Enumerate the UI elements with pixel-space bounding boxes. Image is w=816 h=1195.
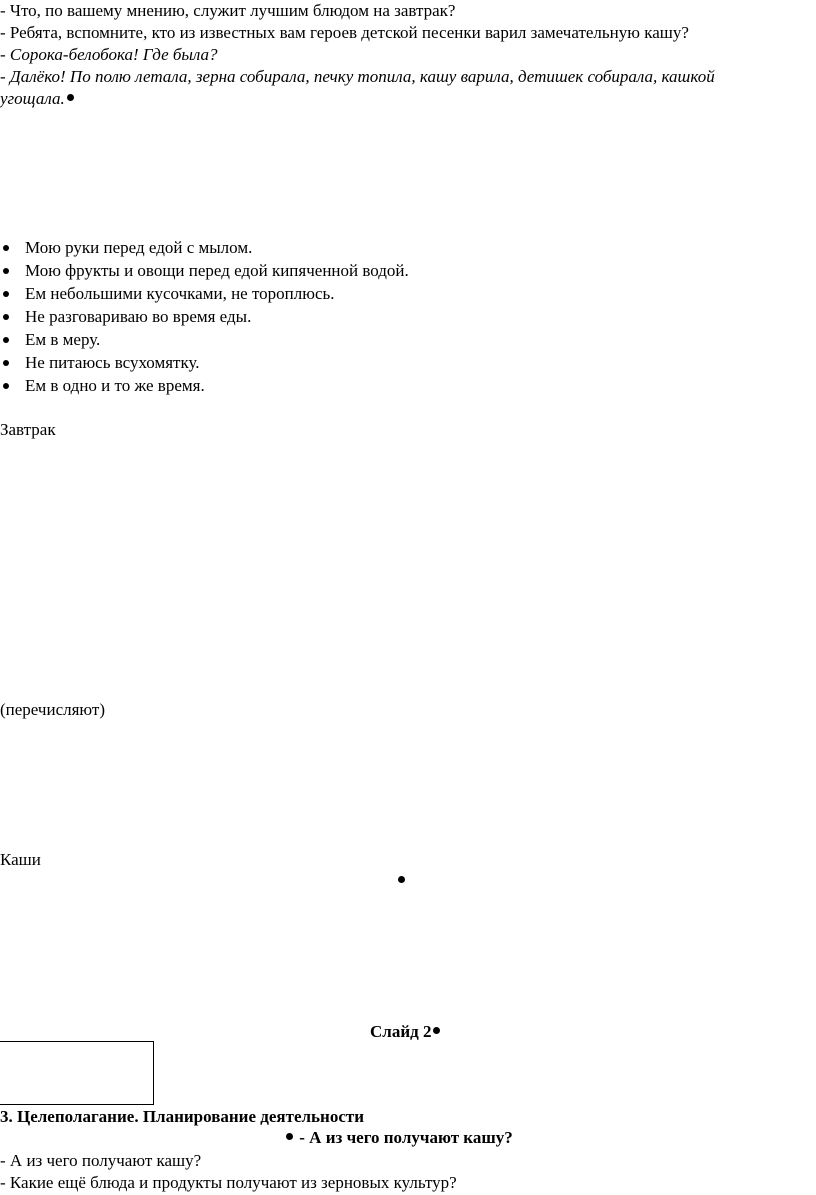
question-line-1: - А из чего получают кашу?	[0, 1151, 202, 1170]
list-item: Не разговариваю во время еды.	[0, 305, 409, 328]
bullet-icon	[3, 245, 9, 251]
dialogue-line-1: - Что, по вашему мнению, служит лучшим блюдом на завтрак?	[0, 1, 456, 20]
magpie-answer: Далёко! По полю летала, зерна собирала, печку топила, кашу варила, детишек собирала, кашкой	[9, 67, 715, 86]
label-enumerate: (перечисляют)	[0, 700, 105, 719]
empty-frame	[0, 1041, 154, 1105]
list-item: Не питаюсь всухомятку.	[0, 351, 409, 374]
slide-label: Слайд 2	[370, 1021, 440, 1043]
dialogue-line-5	[0, 88, 74, 110]
magpie-answer-end: угощала.	[0, 89, 65, 108]
section-question-bold: - А из чего получают кашу?	[286, 1127, 513, 1149]
list-item: Мою фрукты и овощи перед едой кипяченной водой.	[0, 259, 409, 282]
dialogue-line-4	[0, 66, 715, 88]
label-breakfast: Завтрак	[0, 420, 56, 439]
bullet-icon	[3, 314, 9, 320]
bullet-dot-icon	[398, 876, 405, 883]
bullet-icon	[3, 383, 9, 389]
bullet-dot-icon	[433, 1027, 440, 1034]
magpie-question: Сорока-белобока! Где была?	[9, 45, 218, 64]
list-item: Мою руки перед едой с мылом.	[0, 236, 409, 259]
bullet-icon	[3, 291, 9, 297]
bullet-icon	[3, 268, 9, 274]
bullet-dot-icon	[67, 94, 74, 101]
bullet-icon	[3, 337, 9, 343]
dash: -	[0, 45, 10, 64]
bullet-dot-icon	[286, 1133, 293, 1140]
hygiene-rules-list	[0, 236, 409, 397]
list-item: Ем небольшими кусочками, не тороплюсь.	[0, 282, 409, 305]
dialogue-line-2: - Ребята, вспомните, кто из известных вам героев детской песенки варил замечательную кашу?	[0, 23, 689, 42]
list-item: Ем в одно и то же время.	[0, 374, 409, 397]
section-title: 3. Целеполагание. Планирование деятельности	[0, 1107, 365, 1126]
question-line-2: - Какие ещё блюда и продукты получают из зерновых культур?	[0, 1173, 457, 1192]
label-porridge: Каши	[0, 850, 41, 869]
dialogue-line-3	[0, 44, 218, 66]
bullet-icon	[3, 360, 9, 366]
list-item: Ем в меру.	[0, 328, 409, 351]
dash: -	[0, 67, 10, 86]
